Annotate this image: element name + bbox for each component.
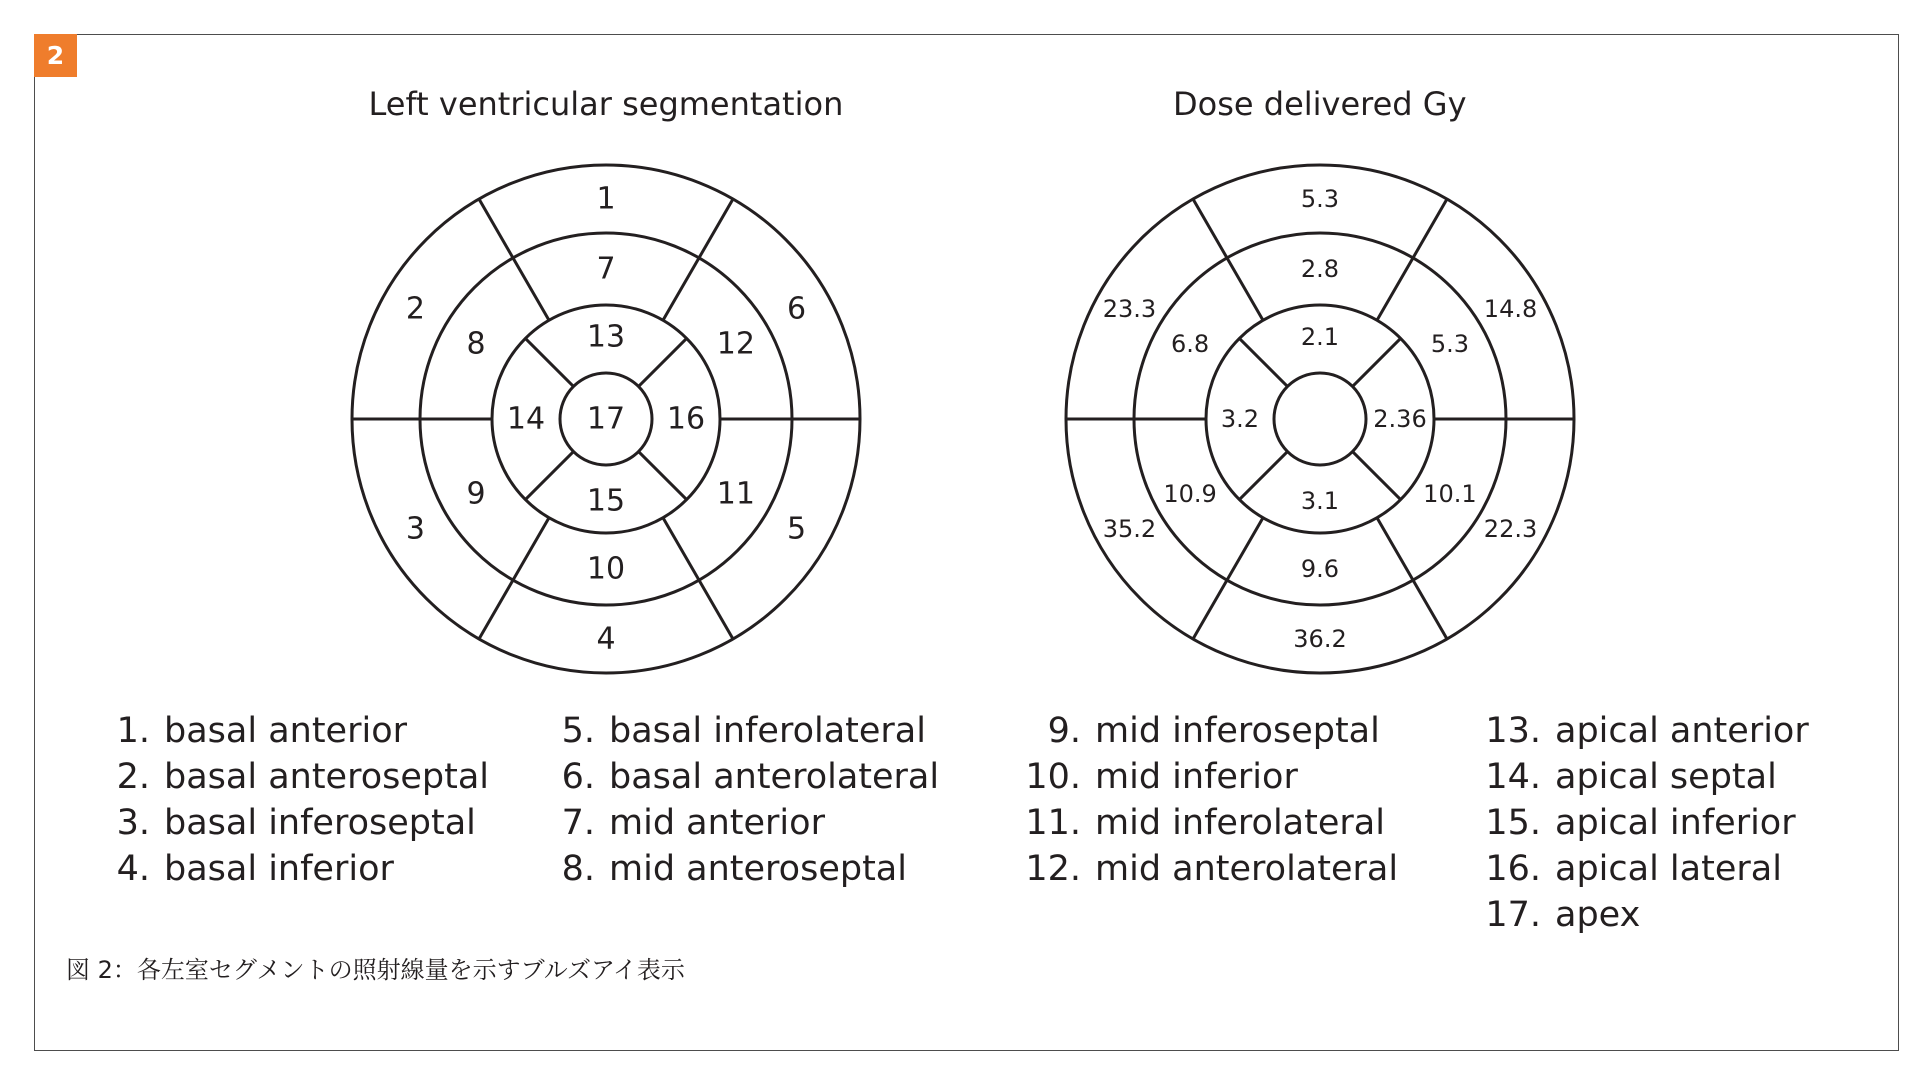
apical-divider	[1239, 338, 1287, 386]
legend-item	[1485, 846, 1809, 892]
legend-label: apex	[1555, 895, 1641, 935]
segment-number-apex: 17	[586, 401, 626, 437]
legend-column-3	[1025, 708, 1398, 892]
apical-divider	[639, 452, 687, 500]
segment-number-basal-inferior: 4	[596, 621, 616, 657]
dose-value-mid-anterior: 2.8	[1300, 255, 1340, 283]
legend-number: 11.	[1025, 803, 1081, 843]
legend-item	[110, 708, 489, 754]
legend-label: mid anteroseptal	[609, 849, 907, 889]
segment-number-apical-septal: 14	[506, 401, 546, 437]
legend-item	[555, 754, 939, 800]
dose-value-apical-lateral: 2.36	[1373, 405, 1427, 433]
dose-value-basal-inferolateral: 22.3	[1483, 515, 1538, 543]
segment-number-basal-anteroseptal: 2	[405, 291, 426, 327]
legend-number: 1.	[116, 711, 150, 751]
legend-number: 16.	[1485, 849, 1541, 889]
legend-label: basal anterolateral	[609, 757, 940, 797]
legend-item	[110, 846, 489, 892]
legend-number: 10.	[1025, 757, 1081, 797]
figure-number-badge: 2	[34, 34, 77, 77]
legend-item	[110, 800, 489, 846]
legend-label: mid anterolateral	[1095, 849, 1399, 889]
segment-number-basal-anterior: 1	[596, 181, 616, 217]
segment-number-mid-anteroseptal: 8	[466, 326, 486, 362]
legend-item	[1485, 800, 1809, 846]
segment-number-basal-anterolateral: 6	[786, 291, 807, 327]
segment-number-basal-inferolateral: 5	[786, 511, 807, 547]
segment-divider	[479, 518, 549, 639]
dose-value-basal-anteroseptal: 23.3	[1102, 295, 1157, 323]
dose-value-apical-anterior: 2.1	[1300, 323, 1340, 351]
legend-number: 9.	[1047, 711, 1081, 751]
dose-value-mid-inferoseptal: 10.9	[1163, 480, 1217, 508]
segment-number-mid-inferior: 10	[586, 551, 626, 587]
legend-label: basal anterior	[164, 711, 408, 751]
legend-label: apical lateral	[1555, 849, 1782, 889]
legend-item	[1025, 754, 1398, 800]
legend-number: 3.	[116, 803, 150, 843]
apical-divider	[1353, 338, 1401, 386]
legend-item	[555, 800, 939, 846]
dose-value-mid-anteroseptal: 6.8	[1171, 330, 1210, 358]
segment-divider	[479, 199, 549, 320]
segment-divider	[663, 518, 733, 639]
apical-divider	[1239, 452, 1287, 500]
legend-column-1	[110, 708, 489, 892]
legend-label: basal inferolateral	[609, 711, 926, 751]
legend-number: 13.	[1485, 711, 1541, 751]
segment-divider	[1193, 518, 1263, 639]
apical-divider	[525, 452, 573, 500]
legend-item	[1025, 800, 1398, 846]
dose-value-basal-anterior: 5.3	[1300, 185, 1340, 213]
segment-number-apical-anterior: 13	[586, 319, 626, 355]
dose-value-mid-anterolateral: 5.3	[1430, 330, 1469, 358]
legend-label: apical inferior	[1555, 803, 1796, 843]
legend-number: 12.	[1025, 849, 1081, 889]
ring-4	[1274, 373, 1366, 465]
legend-label: apical anterior	[1555, 711, 1809, 751]
segment-divider	[1193, 199, 1263, 320]
legend-item	[1485, 892, 1809, 938]
legend-label: mid inferolateral	[1095, 803, 1385, 843]
legend-item	[1025, 846, 1398, 892]
legend-number: 2.	[116, 757, 150, 797]
legend-number: 8.	[561, 849, 595, 889]
segment-divider	[1377, 199, 1447, 320]
legend-column-2	[555, 708, 939, 892]
segment-divider	[663, 199, 733, 320]
dose-value-mid-inferolateral: 10.1	[1423, 480, 1477, 508]
dose-value-basal-inferoseptal: 35.2	[1102, 515, 1157, 543]
dose-value-apical-septal: 3.2	[1220, 405, 1260, 433]
dose-value-apical-inferior: 3.1	[1300, 487, 1340, 515]
legend-label: mid inferior	[1095, 757, 1298, 797]
legend-column-4	[1485, 708, 1809, 938]
left-diagram-title: Left ventricular segmentation	[368, 85, 844, 123]
segment-number-mid-anterolateral: 12	[716, 326, 755, 362]
legend-item	[110, 754, 489, 800]
legend-number: 15.	[1485, 803, 1541, 843]
dose-value-basal-inferior: 36.2	[1293, 625, 1347, 653]
legend-number: 6.	[561, 757, 595, 797]
legend-number: 14.	[1485, 757, 1541, 797]
segment-number-apical-inferior: 15	[586, 483, 626, 519]
apical-divider	[1353, 452, 1401, 500]
legend-label: apical septal	[1555, 757, 1777, 797]
legend-item	[1485, 708, 1809, 754]
legend-number: 7.	[561, 803, 595, 843]
segment-number-basal-inferoseptal: 3	[405, 511, 426, 547]
apical-divider	[525, 338, 573, 386]
legend-label: mid inferoseptal	[1095, 711, 1380, 751]
legend-number: 4.	[116, 849, 150, 889]
legend-label: mid anterior	[609, 803, 825, 843]
dose-value-basal-anterolateral: 14.8	[1483, 295, 1538, 323]
apical-divider	[639, 338, 687, 386]
legend-label: basal anteroseptal	[164, 757, 489, 797]
legend-number: 5.	[561, 711, 595, 751]
right-diagram-title: Dose delivered Gy	[1173, 85, 1467, 123]
legend-item	[555, 708, 939, 754]
segment-divider	[1377, 518, 1447, 639]
legend-item	[1485, 754, 1809, 800]
segment-number-mid-anterior: 7	[596, 251, 616, 287]
figure-caption: 図 2：各左室セグメントの照射線量を示すブルズアイ表示	[66, 956, 685, 984]
legend-item	[555, 846, 939, 892]
dose-bullseye	[1066, 165, 1574, 673]
legend-label: basal inferoseptal	[164, 803, 476, 843]
legend-item	[1025, 708, 1398, 754]
dose-value-mid-inferior: 9.6	[1300, 555, 1340, 583]
segmentation-bullseye	[352, 165, 860, 673]
legend-number: 17.	[1485, 895, 1541, 935]
segment-number-mid-inferolateral: 11	[716, 476, 755, 512]
segment-number-mid-inferoseptal: 9	[466, 476, 486, 512]
segment-number-apical-lateral: 16	[666, 401, 706, 437]
legend-label: basal inferior	[164, 849, 394, 889]
